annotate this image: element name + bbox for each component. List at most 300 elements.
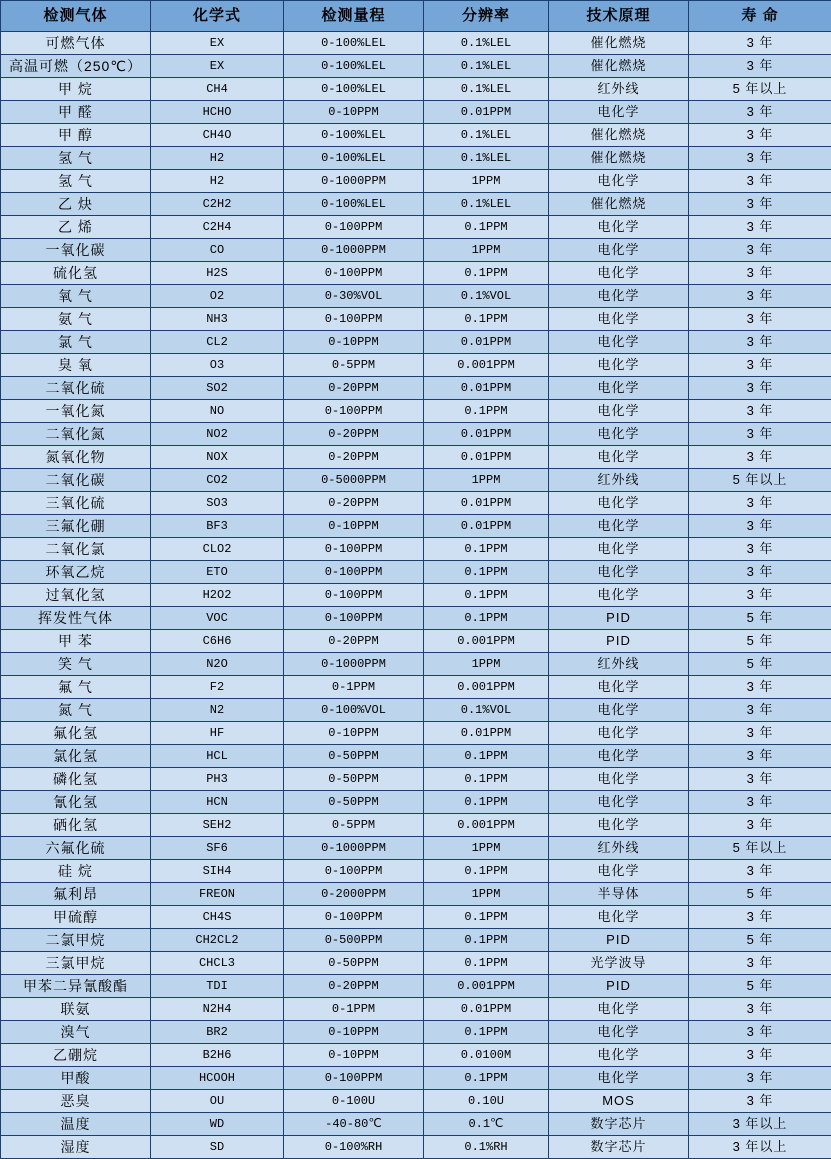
cell-range: 0-1PPM [284, 998, 424, 1021]
cell-gas: 氮 气 [1, 699, 151, 722]
cell-formula: C2H2 [151, 193, 284, 216]
cell-gas: 溴气 [1, 1021, 151, 1044]
table-row [1, 906, 831, 929]
cell-lifespan: 3 年 [689, 561, 831, 584]
cell-technology: 催化燃烧 [549, 147, 689, 170]
cell-range: 0-100%VOL [284, 699, 424, 722]
cell-range: 0-20PPM [284, 492, 424, 515]
cell-resolution: 0.1PPM [424, 860, 549, 883]
cell-range: 0-100PPM [284, 308, 424, 331]
cell-resolution: 0.01PPM [424, 492, 549, 515]
cell-range: 0-10PPM [284, 331, 424, 354]
cell-formula: H2 [151, 147, 284, 170]
cell-resolution: 0.1%VOL [424, 285, 549, 308]
cell-range: 0-1000PPM [284, 170, 424, 193]
cell-gas: 甲苯二异氰酸酯 [1, 975, 151, 998]
cell-range: 0-500PPM [284, 929, 424, 952]
cell-resolution: 0.1PPM [424, 584, 549, 607]
cell-range: 0-2000PPM [284, 883, 424, 906]
cell-lifespan: 3 年 [689, 423, 831, 446]
cell-range: 0-100%LEL [284, 124, 424, 147]
cell-lifespan: 3 年 [689, 124, 831, 147]
cell-formula: NO2 [151, 423, 284, 446]
cell-lifespan: 3 年 [689, 285, 831, 308]
cell-gas: 乙硼烷 [1, 1044, 151, 1067]
cell-lifespan: 5 年 [689, 630, 831, 653]
cell-lifespan: 3 年 [689, 538, 831, 561]
cell-lifespan: 5 年 [689, 929, 831, 952]
table-row [1, 78, 831, 101]
cell-technology: 红外线 [549, 653, 689, 676]
cell-resolution: 0.0100M [424, 1044, 549, 1067]
cell-gas: 硫化氢 [1, 262, 151, 285]
cell-technology: 电化学 [549, 354, 689, 377]
cell-technology: 催化燃烧 [549, 32, 689, 55]
cell-formula: C6H6 [151, 630, 284, 653]
cell-formula: BR2 [151, 1021, 284, 1044]
cell-technology: PID [549, 607, 689, 630]
cell-formula: BF3 [151, 515, 284, 538]
cell-resolution: 1PPM [424, 469, 549, 492]
cell-gas: 氢 气 [1, 170, 151, 193]
table-row [1, 860, 831, 883]
cell-gas: 恶臭 [1, 1090, 151, 1113]
cell-lifespan: 3 年 [689, 32, 831, 55]
cell-gas: 二氧化氮 [1, 423, 151, 446]
cell-formula: SO2 [151, 377, 284, 400]
cell-technology: 电化学 [549, 791, 689, 814]
table-row [1, 32, 831, 55]
table-row [1, 768, 831, 791]
cell-lifespan: 3 年 [689, 998, 831, 1021]
cell-gas: 氟化氢 [1, 722, 151, 745]
cell-resolution: 0.1PPM [424, 538, 549, 561]
cell-range: 0-10PPM [284, 722, 424, 745]
cell-technology: 电化学 [549, 1067, 689, 1090]
cell-lifespan: 3 年 [689, 584, 831, 607]
cell-formula: CO2 [151, 469, 284, 492]
table-row [1, 354, 831, 377]
cell-gas: 一氧化氮 [1, 400, 151, 423]
cell-resolution: 0.1%LEL [424, 55, 549, 78]
cell-resolution: 0.01PPM [424, 446, 549, 469]
cell-resolution: 0.01PPM [424, 515, 549, 538]
cell-lifespan: 3 年 [689, 906, 831, 929]
cell-gas: 硒化氢 [1, 814, 151, 837]
cell-technology: 电化学 [549, 1044, 689, 1067]
cell-range: 0-100PPM [284, 584, 424, 607]
cell-formula: PH3 [151, 768, 284, 791]
cell-gas: 湿度 [1, 1136, 151, 1159]
cell-lifespan: 3 年 [689, 170, 831, 193]
cell-technology: PID [549, 975, 689, 998]
table-row [1, 998, 831, 1021]
cell-gas: 氟 气 [1, 676, 151, 699]
cell-technology: 电化学 [549, 722, 689, 745]
cell-gas: 二氧化碳 [1, 469, 151, 492]
cell-range: 0-30%VOL [284, 285, 424, 308]
cell-formula: O2 [151, 285, 284, 308]
cell-technology: 电化学 [549, 745, 689, 768]
cell-technology: 电化学 [549, 308, 689, 331]
table-row [1, 791, 831, 814]
cell-range: 0-20PPM [284, 423, 424, 446]
cell-gas: 二氯甲烷 [1, 929, 151, 952]
cell-resolution: 0.1PPM [424, 308, 549, 331]
cell-range: 0-100%LEL [284, 147, 424, 170]
cell-range: 0-100%LEL [284, 193, 424, 216]
cell-formula: CL2 [151, 331, 284, 354]
cell-gas: 氯 气 [1, 331, 151, 354]
cell-resolution: 0.1%LEL [424, 32, 549, 55]
cell-lifespan: 3 年 [689, 952, 831, 975]
cell-resolution: 0.1%VOL [424, 699, 549, 722]
cell-resolution: 0.1PPM [424, 952, 549, 975]
cell-technology: 电化学 [549, 377, 689, 400]
cell-technology: 电化学 [549, 699, 689, 722]
cell-formula: CH2CL2 [151, 929, 284, 952]
cell-technology: 电化学 [549, 584, 689, 607]
table-row [1, 1090, 831, 1113]
cell-technology: 电化学 [549, 538, 689, 561]
cell-resolution: 0.1PPM [424, 262, 549, 285]
table-row [1, 814, 831, 837]
cell-resolution: 0.1PPM [424, 906, 549, 929]
table-row [1, 745, 831, 768]
table-row [1, 101, 831, 124]
cell-resolution: 0.1PPM [424, 216, 549, 239]
cell-formula: SO3 [151, 492, 284, 515]
cell-lifespan: 3 年 [689, 216, 831, 239]
cell-formula: CO [151, 239, 284, 262]
cell-lifespan: 3 年 [689, 515, 831, 538]
cell-lifespan: 3 年 [689, 193, 831, 216]
cell-formula: CH4O [151, 124, 284, 147]
cell-technology: 电化学 [549, 676, 689, 699]
cell-lifespan: 5 年 [689, 975, 831, 998]
cell-lifespan: 3 年 [689, 768, 831, 791]
cell-lifespan: 3 年 [689, 860, 831, 883]
table-row [1, 607, 831, 630]
cell-formula: H2 [151, 170, 284, 193]
cell-technology: 催化燃烧 [549, 193, 689, 216]
cell-gas: 氨 气 [1, 308, 151, 331]
cell-range: 0-100PPM [284, 607, 424, 630]
cell-range: 0-100PPM [284, 400, 424, 423]
cell-technology: 电化学 [549, 768, 689, 791]
cell-gas: 氯化氢 [1, 745, 151, 768]
table-row [1, 400, 831, 423]
cell-gas: 二氧化氯 [1, 538, 151, 561]
cell-resolution: 0.01PPM [424, 998, 549, 1021]
cell-technology: 电化学 [549, 906, 689, 929]
cell-range: 0-100PPM [284, 1067, 424, 1090]
cell-lifespan: 3 年 [689, 676, 831, 699]
cell-range: 0-50PPM [284, 745, 424, 768]
table-row [1, 1113, 831, 1136]
cell-lifespan: 3 年 [689, 147, 831, 170]
table-row [1, 676, 831, 699]
cell-resolution: 0.001PPM [424, 354, 549, 377]
cell-gas: 甲硫醇 [1, 906, 151, 929]
cell-resolution: 0.1%LEL [424, 124, 549, 147]
cell-formula: SD [151, 1136, 284, 1159]
cell-gas: 磷化氢 [1, 768, 151, 791]
cell-technology: 红外线 [549, 837, 689, 860]
cell-range: -40-80℃ [284, 1113, 424, 1136]
cell-resolution: 0.1PPM [424, 768, 549, 791]
table-row [1, 170, 831, 193]
cell-resolution: 0.001PPM [424, 814, 549, 837]
cell-resolution: 0.001PPM [424, 630, 549, 653]
cell-range: 0-10PPM [284, 515, 424, 538]
cell-formula: B2H6 [151, 1044, 284, 1067]
cell-technology: 电化学 [549, 446, 689, 469]
cell-technology: 红外线 [549, 78, 689, 101]
cell-technology: 电化学 [549, 262, 689, 285]
cell-resolution: 1PPM [424, 883, 549, 906]
cell-technology: 电化学 [549, 101, 689, 124]
cell-resolution: 0.01PPM [424, 423, 549, 446]
cell-resolution: 1PPM [424, 653, 549, 676]
cell-range: 0-20PPM [284, 446, 424, 469]
cell-lifespan: 3 年 [689, 722, 831, 745]
table-row [1, 699, 831, 722]
cell-lifespan: 3 年 [689, 1090, 831, 1113]
cell-gas: 环氧乙烷 [1, 561, 151, 584]
cell-gas: 三氯甲烷 [1, 952, 151, 975]
cell-resolution: 0.1PPM [424, 400, 549, 423]
table-row [1, 193, 831, 216]
cell-resolution: 1PPM [424, 239, 549, 262]
cell-lifespan: 5 年 [689, 607, 831, 630]
table-row [1, 1021, 831, 1044]
cell-lifespan: 3 年 [689, 400, 831, 423]
cell-resolution: 0.001PPM [424, 975, 549, 998]
cell-range: 0-10PPM [284, 101, 424, 124]
cell-resolution: 0.1PPM [424, 745, 549, 768]
cell-formula: OU [151, 1090, 284, 1113]
cell-resolution: 0.01PPM [424, 331, 549, 354]
cell-technology: 电化学 [549, 860, 689, 883]
cell-range: 0-100%LEL [284, 32, 424, 55]
cell-lifespan: 3 年 [689, 377, 831, 400]
cell-technology: 电化学 [549, 400, 689, 423]
cell-technology: 数字芯片 [549, 1136, 689, 1159]
cell-lifespan: 3 年 [689, 492, 831, 515]
cell-resolution: 0.1PPM [424, 791, 549, 814]
column-header-formula: 化学式 [151, 1, 284, 32]
table-row [1, 331, 831, 354]
table-row [1, 216, 831, 239]
cell-lifespan: 3 年 [689, 239, 831, 262]
cell-technology: 电化学 [549, 423, 689, 446]
cell-lifespan: 5 年 [689, 653, 831, 676]
cell-gas: 挥发性气体 [1, 607, 151, 630]
cell-resolution: 0.1%RH [424, 1136, 549, 1159]
cell-gas: 六氟化硫 [1, 837, 151, 860]
cell-resolution: 1PPM [424, 837, 549, 860]
cell-formula: O3 [151, 354, 284, 377]
cell-gas: 甲酸 [1, 1067, 151, 1090]
cell-gas: 联氨 [1, 998, 151, 1021]
cell-range: 0-50PPM [284, 791, 424, 814]
cell-formula: N2H4 [151, 998, 284, 1021]
cell-gas: 氮氧化物 [1, 446, 151, 469]
column-header-range: 检测量程 [284, 1, 424, 32]
table-row [1, 308, 831, 331]
cell-formula: NOX [151, 446, 284, 469]
cell-range: 0-100PPM [284, 906, 424, 929]
cell-formula: EX [151, 32, 284, 55]
table-row [1, 561, 831, 584]
cell-range: 0-100PPM [284, 860, 424, 883]
table-row [1, 538, 831, 561]
table-row [1, 423, 831, 446]
cell-formula: WD [151, 1113, 284, 1136]
cell-formula: CH4 [151, 78, 284, 101]
cell-formula: C2H4 [151, 216, 284, 239]
cell-gas: 甲 醛 [1, 101, 151, 124]
cell-range: 0-1PPM [284, 676, 424, 699]
cell-lifespan: 5 年以上 [689, 837, 831, 860]
cell-formula: N2 [151, 699, 284, 722]
cell-range: 0-1000PPM [284, 837, 424, 860]
cell-technology: 光学波导 [549, 952, 689, 975]
cell-gas: 甲 苯 [1, 630, 151, 653]
cell-formula: HCOOH [151, 1067, 284, 1090]
cell-gas: 硅 烷 [1, 860, 151, 883]
cell-resolution: 0.01PPM [424, 722, 549, 745]
table-row [1, 952, 831, 975]
cell-resolution: 1PPM [424, 170, 549, 193]
cell-formula: SF6 [151, 837, 284, 860]
cell-technology: 电化学 [549, 331, 689, 354]
table-row [1, 1044, 831, 1067]
table-row [1, 55, 831, 78]
cell-resolution: 0.1%LEL [424, 147, 549, 170]
cell-gas: 一氧化碳 [1, 239, 151, 262]
cell-lifespan: 3 年 [689, 1067, 831, 1090]
cell-formula: NH3 [151, 308, 284, 331]
cell-technology: 电化学 [549, 285, 689, 308]
cell-range: 0-20PPM [284, 630, 424, 653]
cell-formula: HCL [151, 745, 284, 768]
cell-formula: HF [151, 722, 284, 745]
cell-technology: 半导体 [549, 883, 689, 906]
cell-formula: F2 [151, 676, 284, 699]
table-row [1, 653, 831, 676]
cell-lifespan: 3 年 [689, 1044, 831, 1067]
cell-range: 0-50PPM [284, 768, 424, 791]
column-header-technology: 技术原理 [549, 1, 689, 32]
cell-technology: 电化学 [549, 170, 689, 193]
cell-gas: 三氧化硫 [1, 492, 151, 515]
cell-technology: 电化学 [549, 216, 689, 239]
cell-resolution: 0.10U [424, 1090, 549, 1113]
cell-gas: 臭 氧 [1, 354, 151, 377]
cell-formula: HCHO [151, 101, 284, 124]
cell-formula: CH4S [151, 906, 284, 929]
table-row [1, 515, 831, 538]
table-row [1, 124, 831, 147]
table-row [1, 929, 831, 952]
cell-range: 0-100PPM [284, 561, 424, 584]
cell-range: 0-10PPM [284, 1044, 424, 1067]
cell-lifespan: 3 年 [689, 699, 831, 722]
cell-range: 0-5PPM [284, 814, 424, 837]
table-row [1, 837, 831, 860]
cell-technology: 催化燃烧 [549, 55, 689, 78]
cell-gas: 过氧化氢 [1, 584, 151, 607]
cell-range: 0-1000PPM [284, 239, 424, 262]
cell-lifespan: 3 年 [689, 101, 831, 124]
column-header-lifespan: 寿 命 [689, 1, 831, 32]
cell-gas: 甲 醇 [1, 124, 151, 147]
cell-technology: 电化学 [549, 814, 689, 837]
cell-formula: FREON [151, 883, 284, 906]
cell-technology: 数字芯片 [549, 1113, 689, 1136]
cell-gas: 乙 烯 [1, 216, 151, 239]
cell-technology: 红外线 [549, 469, 689, 492]
cell-gas: 氧 气 [1, 285, 151, 308]
cell-lifespan: 5 年以上 [689, 78, 831, 101]
cell-resolution: 0.1℃ [424, 1113, 549, 1136]
cell-range: 0-50PPM [284, 952, 424, 975]
cell-lifespan: 3 年 [689, 745, 831, 768]
cell-technology: 电化学 [549, 515, 689, 538]
cell-lifespan: 5 年 [689, 883, 831, 906]
cell-lifespan: 3 年 [689, 446, 831, 469]
cell-gas: 氰化氢 [1, 791, 151, 814]
cell-lifespan: 3 年 [689, 791, 831, 814]
table-row [1, 377, 831, 400]
table-header-row [1, 1, 831, 32]
cell-resolution: 0.001PPM [424, 676, 549, 699]
table-row [1, 1136, 831, 1159]
cell-range: 0-1000PPM [284, 653, 424, 676]
cell-gas: 温度 [1, 1113, 151, 1136]
column-header-gas: 检测气体 [1, 1, 151, 32]
cell-range: 0-100PPM [284, 216, 424, 239]
cell-formula: CHCL3 [151, 952, 284, 975]
cell-technology: PID [549, 630, 689, 653]
cell-range: 0-5000PPM [284, 469, 424, 492]
cell-formula: VOC [151, 607, 284, 630]
cell-technology: MOS [549, 1090, 689, 1113]
table-row [1, 446, 831, 469]
table-row [1, 630, 831, 653]
cell-resolution: 0.01PPM [424, 377, 549, 400]
cell-range: 0-10PPM [284, 1021, 424, 1044]
cell-lifespan: 3 年 [689, 55, 831, 78]
cell-technology: 电化学 [549, 561, 689, 584]
cell-lifespan: 3 年 [689, 331, 831, 354]
cell-range: 0-100%LEL [284, 55, 424, 78]
table-row [1, 147, 831, 170]
cell-formula: HCN [151, 791, 284, 814]
cell-formula: NO [151, 400, 284, 423]
cell-formula: ETO [151, 561, 284, 584]
cell-resolution: 0.1PPM [424, 1021, 549, 1044]
table-row [1, 584, 831, 607]
cell-range: 0-20PPM [284, 377, 424, 400]
cell-range: 0-20PPM [284, 975, 424, 998]
column-header-resolution: 分辨率 [424, 1, 549, 32]
cell-formula: SEH2 [151, 814, 284, 837]
table-row [1, 1067, 831, 1090]
cell-range: 0-100U [284, 1090, 424, 1113]
